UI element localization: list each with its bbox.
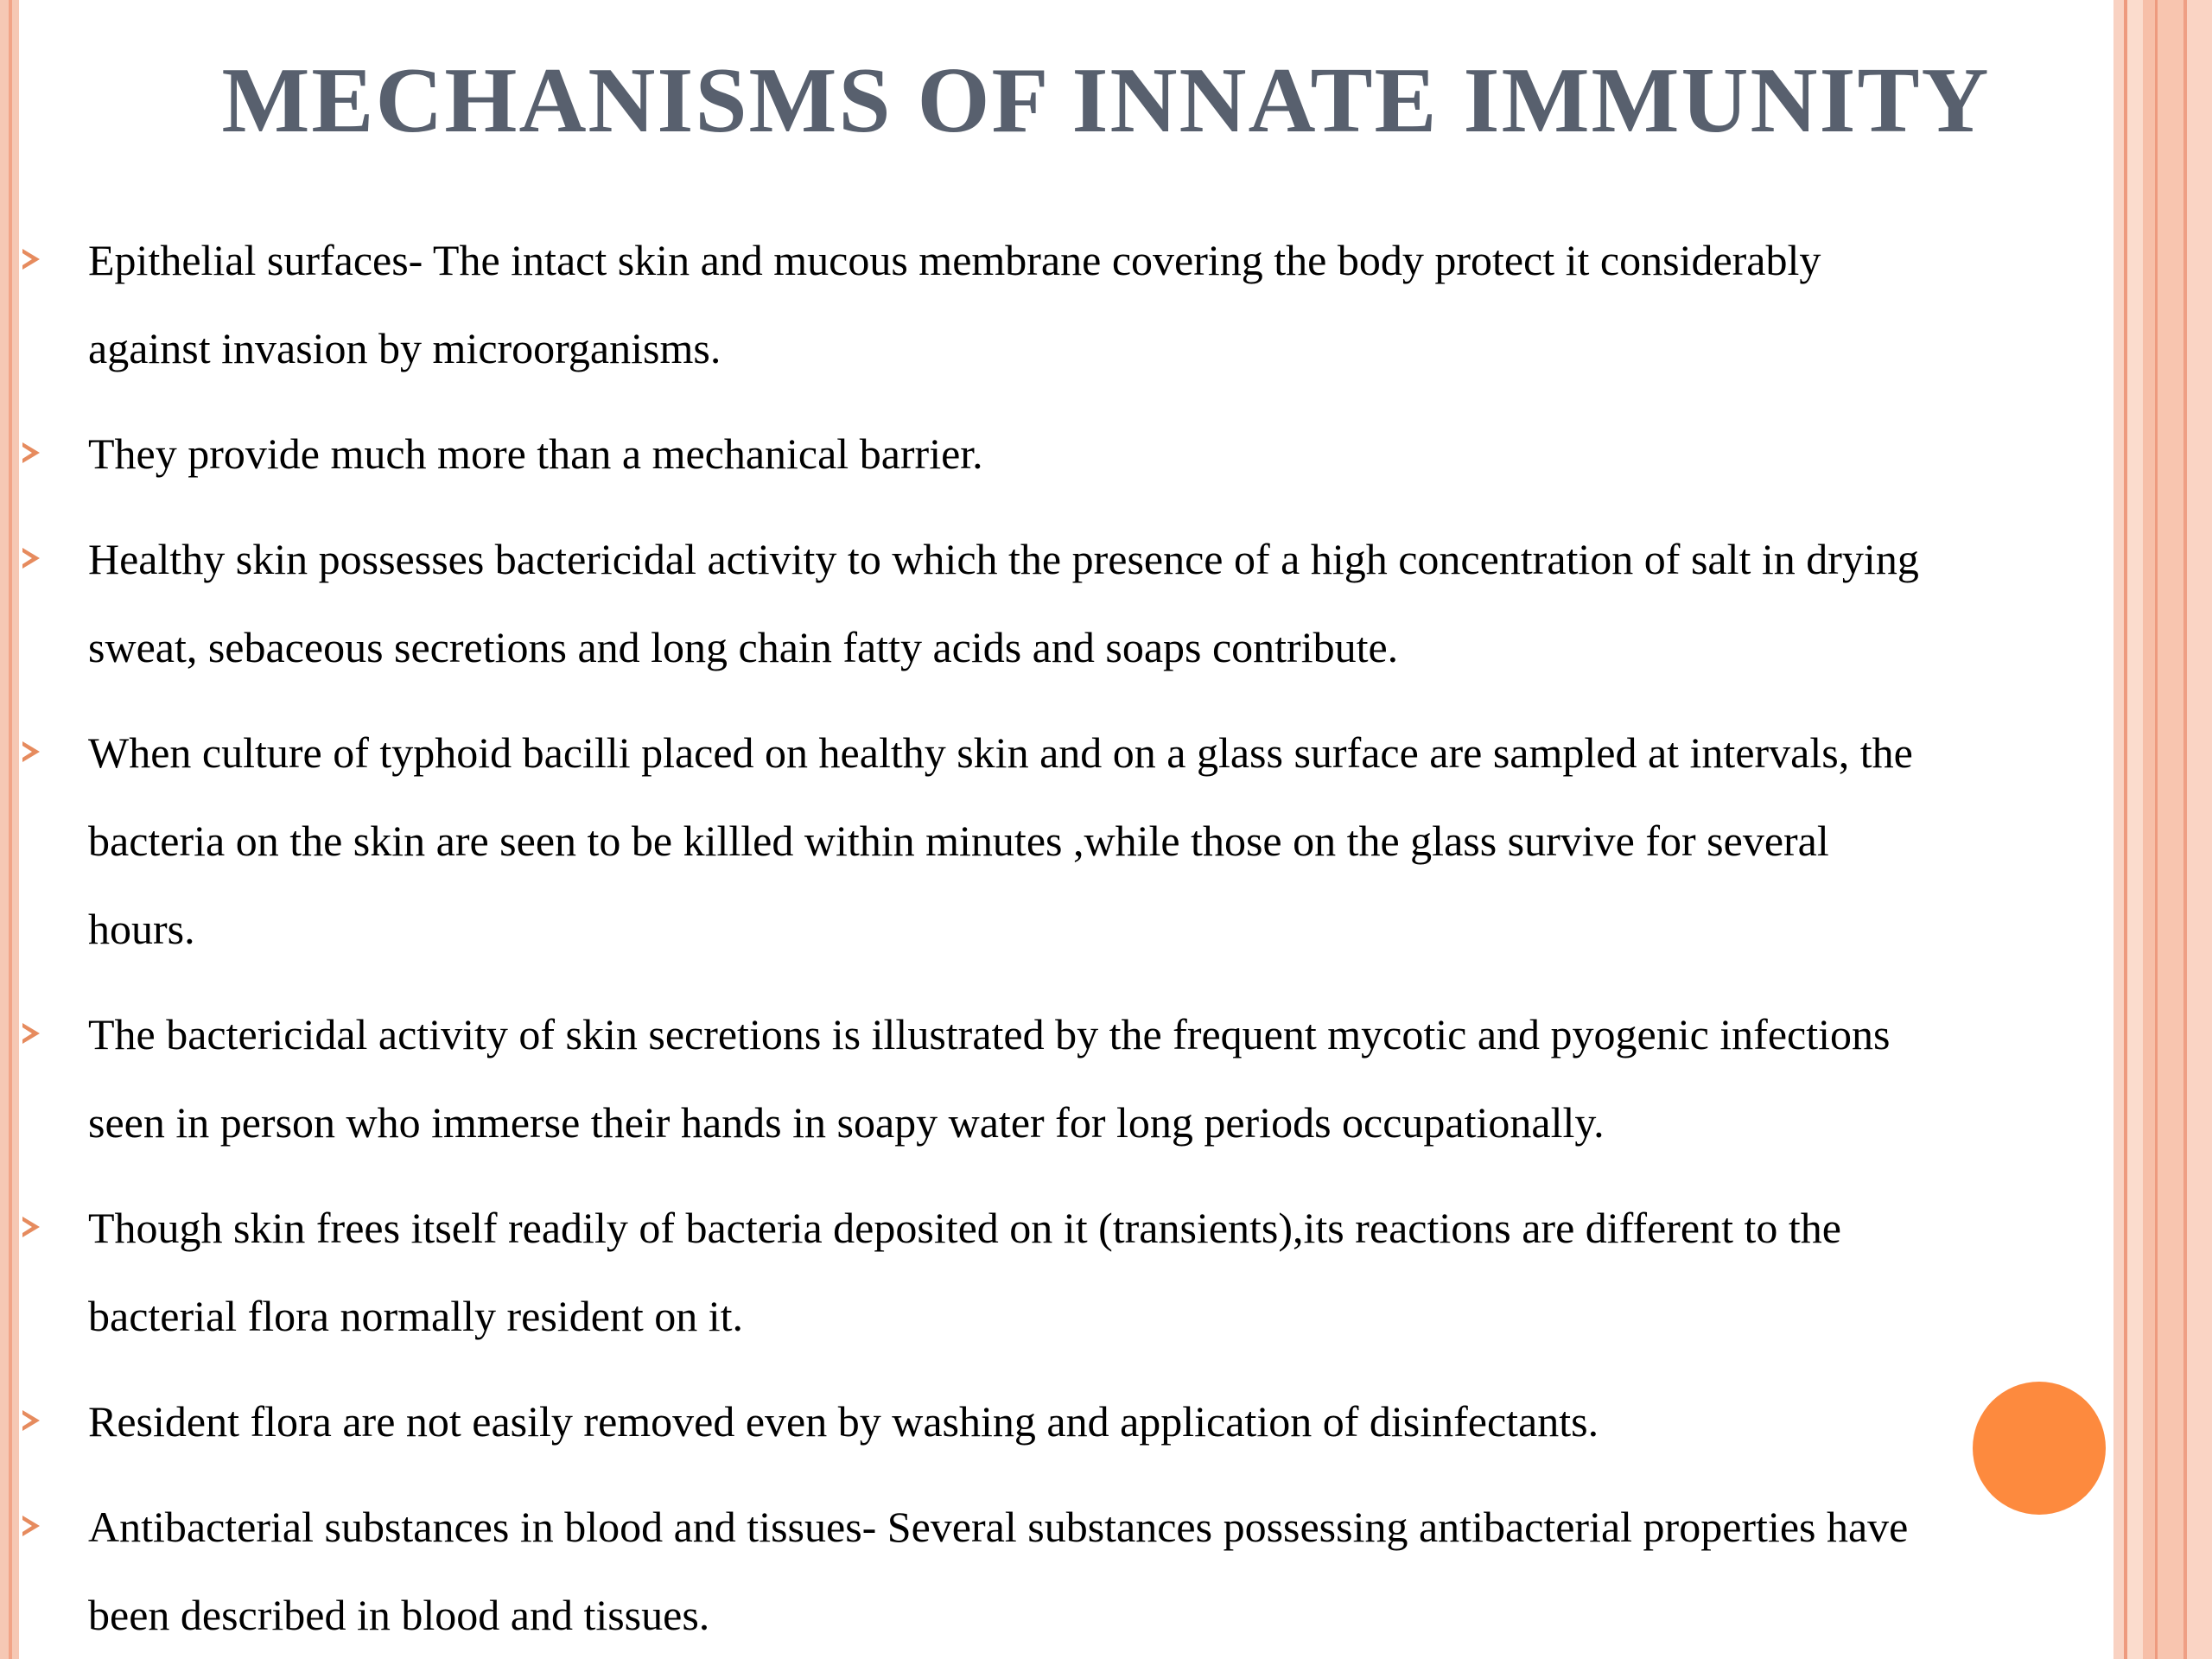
bullet-item <box>0 216 2212 392</box>
bullet-line: Resident flora are not easily removed even by washing and application of disinfectants. <box>88 1397 1599 1446</box>
bullet-item <box>0 410 2212 498</box>
bullet-line: Antibacterial substances in blood and tissues- Several substances possessing antibacterial properties have <box>88 1503 1909 1551</box>
arrow-bullet-icon <box>22 249 40 270</box>
bullet-line: Epithelial surfaces- The intact skin and mucous membrane covering the body protect it considerably <box>88 236 1821 284</box>
bullet-list <box>0 216 2212 1659</box>
bullet-line: bacteria on the skin are seen to be killled within minutes ,while those on the glass survive for several <box>88 817 1829 865</box>
arrow-bullet-icon <box>22 1023 40 1044</box>
arrow-bullet-icon <box>22 741 40 762</box>
bullet-line: When culture of typhoid bacilli placed on healthy skin and on a glass surface are sampled at intervals, the <box>88 728 1913 777</box>
bullet-line: against invasion by microorganisms. <box>88 324 721 372</box>
bullet-item <box>0 990 2212 1166</box>
bullet-line: They provide much more than a mechanical barrier. <box>88 429 983 478</box>
bullet-item <box>0 515 2212 691</box>
orange-circle-icon <box>1973 1382 2106 1515</box>
bullet-item <box>0 709 2212 973</box>
arrow-bullet-icon <box>22 1516 40 1536</box>
arrow-bullet-icon <box>22 442 40 463</box>
bullet-line: been described in blood and tissues. <box>88 1591 710 1639</box>
bullet-line: Healthy skin possesses bactericidal activity to which the presence of a high concentration of salt in drying <box>88 535 1919 583</box>
bullet-line: hours. <box>88 905 195 953</box>
bullet-line: The bactericidal activity of skin secretions is illustrated by the frequent mycotic and pyogenic infections <box>88 1010 1891 1058</box>
bullet-line: bacterial flora normally resident on it. <box>88 1292 744 1340</box>
bullet-line: sweat, sebaceous secretions and long chain fatty acids and soaps contribute. <box>88 623 1399 671</box>
arrow-bullet-icon <box>22 1217 40 1237</box>
bullet-item <box>0 1483 2212 1659</box>
bullet-line: Though skin frees itself readily of bacteria deposited on it (transients),its reactions are different to the <box>88 1204 1841 1252</box>
bullet-item <box>0 1184 2212 1360</box>
arrow-bullet-icon <box>22 1410 40 1431</box>
bullet-line: seen in person who immerse their hands in soapy water for long periods occupationally. <box>88 1098 1605 1147</box>
slide-title: MECHANISMS OF INNATE IMMUNITY <box>221 49 1991 152</box>
bullet-item <box>0 1377 2212 1465</box>
arrow-bullet-icon <box>22 548 40 569</box>
